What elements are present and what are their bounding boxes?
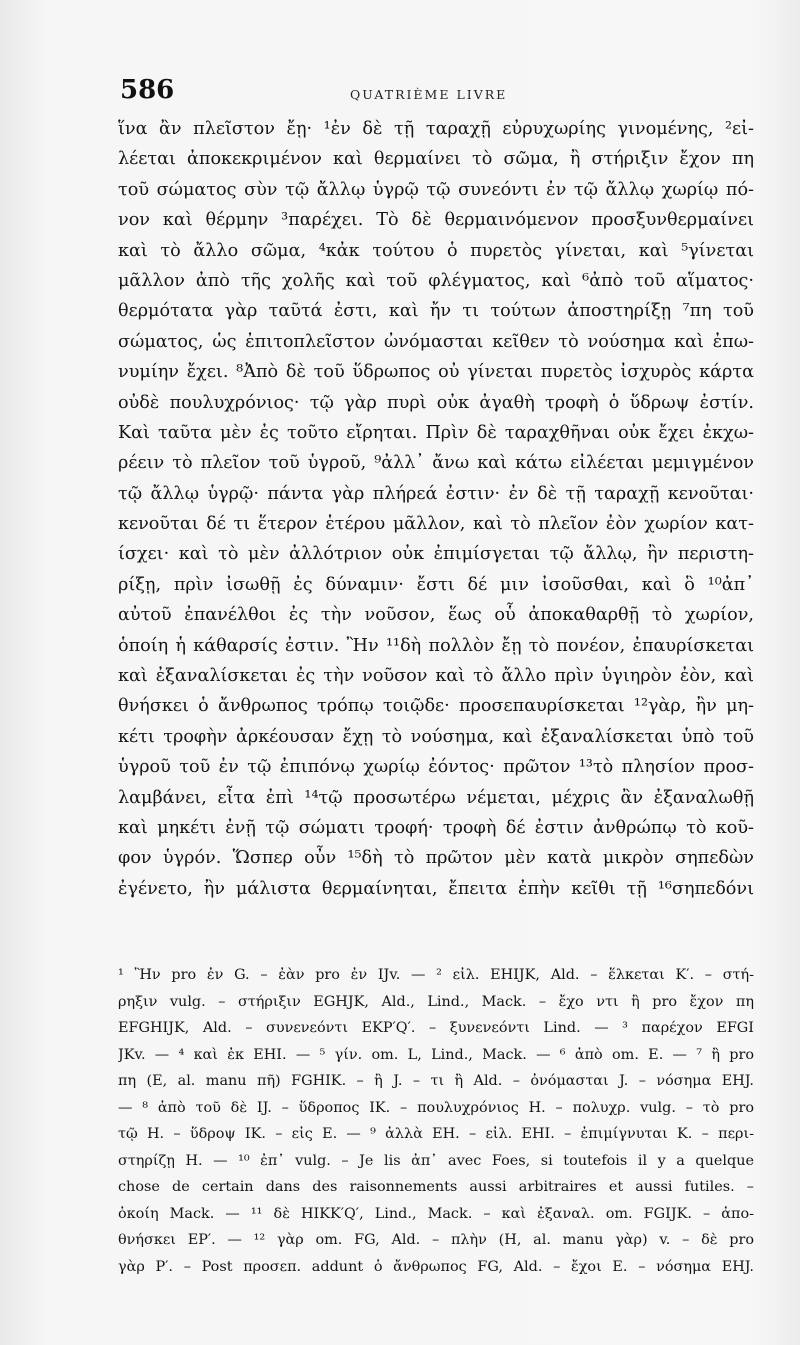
text-line: νον καὶ θέρμην ³παρέχει. Τὸ δὲ θερμαινόμενον προσξυνθερμαίνει — [118, 210, 754, 231]
footnote-line: chose de certain dans des raisonnements aussi arbitraires et aussi futiles. – — [118, 1179, 754, 1195]
running-head: QUATRIÈME LIVRE — [350, 87, 508, 102]
text-line: ρέειν τὸ πλεῖον τοῦ ὑγροῦ, ⁹ἀλλ᾽ ἄνω καὶ κάτω εἰλέεται μεμιγμένον — [118, 453, 754, 474]
text-line: θερμότατα γὰρ ταῦτά ἐστι, καὶ ἤν τι τούτων ἀποστηρίξῃ ⁷πη τοῦ — [118, 301, 754, 322]
page-header — [120, 75, 750, 111]
text-line: φον ὑγρόν. Ὥσπερ οὖν ¹⁵δὴ τὸ πρῶτον μὲν κατὰ μικρὸν σηπεδὼν — [118, 848, 754, 869]
text-line: θνήσκει ὁ ἄνθρωπος τρόπῳ τοιῷδε· προσεπαυρίσκεται ¹²γὰρ, ἢν μη- — [118, 696, 754, 717]
text-line: μᾶλλον ἀπὸ τῆς χολῆς καὶ τοῦ φλέγματος, καὶ ⁶ἀπὸ τοῦ αἵματος· — [118, 270, 754, 291]
text-line: ίσχει· καὶ τὸ μὲν ἀλλότριον οὐκ ἐπιμίσγεται τῷ ἄλλῳ, ἢν περιστη- — [118, 544, 754, 565]
text-line: καὶ ἐξαναλίσκεται ἐς τὴν νοῦσον καὶ τὸ ἄλλο πρὶν ὑγιηρὸν ἐὸν, καὶ — [118, 666, 754, 687]
text-line: οὐδὲ πουλυχρόνιος· τῷ γὰρ πυρὶ οὐκ ἀγαθὴ τροφὴ ὁ ὕδρωψ ἐστίν. — [118, 392, 754, 413]
footnote-line: JKv. — ⁴ καὶ ἐκ EHI. — ⁵ γίν. om. L, Lind., Mack. — ⁶ ἀπὸ om. E. — ⁷ ἢ pro — [118, 1046, 754, 1063]
footnote-line: ρηξιν vulg. – στήριξιν EGHJK, Ald., Lind., Mack. – ἔχο ντι ἢ pro ἔχον πη — [118, 993, 754, 1010]
text-line: ὑγροῦ τοῦ ἐν τῷ ἐπιπόνῳ χωρίῳ ἐόντος· πρῶτον ¹³τὸ πλησίον προσ- — [118, 757, 754, 778]
text-line: ρίξῃ, πρὶν ἰσωθῇ ἐς δύναμιν· ἔστι δέ μιν ἰσοῦσθαι, καὶ ὃ ¹⁰ἀπ᾽ — [118, 574, 754, 595]
footnotes — [118, 962, 754, 1280]
footnote-line: στηρίζῃ H. — ¹⁰ ἐπ᾽ vulg. – Je lis ἀπ᾽ avec Foes, si toutefois il y a quelque — [118, 1152, 754, 1169]
text-line: νυμίην ἔχει. ⁸Ἀπὸ δὲ τοῦ ὕδρωπος οὐ γίνεται πυρετὸς ἰσχυρὸς κάρτα — [118, 362, 754, 383]
text-line: τοῦ σώματος σὺν τῷ ἄλλῳ ὑγρῷ τῷ συνεόντι ἐν τῷ ἄλλῳ χωρίῳ πό- — [118, 179, 754, 200]
text-line: κέτι τροφὴν ἀρκέουσαν ἔχῃ τὸ νούσημα, καὶ ἐξαναλίσκεται ὑπὸ τοῦ — [118, 726, 754, 747]
footnote-line: EFGHIJK, Ald. – συνενεόντι EKP′Q′. – ξυνενεόντι Lind. — ³ παρέχον EFGI — [118, 1020, 754, 1036]
text-line: τῷ ἄλλῳ ὑγρῷ· πάντα γὰρ πλήρεά ἐστιν· ἐν δὲ τῇ ταραχῇ κενοῦται· — [118, 483, 754, 504]
text-line: Καὶ ταῦτα μὲν ἐς τοῦτο εἴρηται. Πρὶν δὲ ταραχθῆναι οὐκ ἔχει ἐκχω- — [118, 422, 754, 443]
footnote-line: ¹ Ἢν pro ἐν G. – ἐὰν pro ἐν IJv. — ² εἰλ. EHIJK, Ald. – ἕλκεται K′. – στή- — [118, 967, 754, 983]
footnote-line: θνήσκει EP′. — ¹² γὰρ om. FG, Ald. – πλὴν (H, al. manu γὰρ) v. – δὲ pro — [118, 1232, 754, 1248]
text-line: σώματος, ὡς ἐπιτοπλεῖστον ὠνόμασται κεῖθεν τὸ νούσημα καὶ ἐπω- — [118, 331, 754, 352]
footnote-line: τῷ H. – ὕδροψ IK. – εἰς E. — ⁹ ἀλλὰ EH. – εἰλ. EHI. – ἐπιμίγνυται K. – περι- — [118, 1126, 754, 1142]
footnote-line: ὁκοίη Mack. — ¹¹ δὲ HIKK′Q′, Lind., Mack. – καὶ ἐξαναλ. om. FGIJK. – ἀπο- — [118, 1205, 754, 1222]
text-line: καὶ μηκέτι ἐνῇ τῷ σώματι τροφή· τροφὴ δέ ἐστιν ἀνθρώπῳ τὸ κοῦ- — [118, 817, 754, 838]
page-number: 586 — [120, 75, 175, 105]
text-line: ἵνα ἂν πλεῖστον ἔῃ· ¹ἐν δὲ τῇ ταραχῇ εὐρυχωρίης γινομένης, ²εἰ- — [118, 119, 754, 139]
footnote-line: γὰρ P′. – Post προσεπ. addunt ὁ ἄνθρωπος FG, Ald. – ἔχοι E. – νόσημα EHJ. — [118, 1258, 754, 1275]
main-text — [118, 114, 754, 904]
text-line: ἐγένετο, ἢν μάλιστα θερμαίνηται, ἔπειτα ἐπὴν κεῖθι τῇ ¹⁶σηπεδόνι — [118, 878, 754, 899]
text-line: κενοῦται δέ τι ἕτερον ἑτέρου μᾶλλον, καὶ τὸ πλεῖον ἐὸν χωρίον κατ- — [118, 514, 754, 535]
text-line: αὐτοῦ ἐπανέλθοι ἐς τὴν νοῦσον, ἕως οὗ ἀποκαθαρθῇ τὸ χωρίον, — [118, 605, 754, 626]
text-line: λαμβάνει, εἶτα ἐπὶ ¹⁴τῷ προσωτέρω νέμεται, μέχρις ἂν ἐξαναλωθῇ — [118, 787, 754, 808]
text-line: ὁποίη ἡ κάθαρσίς ἐστιν. Ἢν ¹¹δὴ πολλὸν ἔῃ τὸ πονέον, ἐπαυρίσκεται — [118, 635, 754, 656]
text-line: καὶ τὸ ἄλλο σῶμα, ⁴κἀκ τούτου ὁ πυρετὸς γίνεται, καὶ ⁵γίνεται — [118, 240, 754, 261]
text-line: λέεται ἀποκεκριμένον καὶ θερμαίνει τὸ σῶμα, ἢ στήριξιν ἔχον πη — [118, 149, 754, 170]
footnote-line: — ⁸ ἀπὸ τοῦ δὲ IJ. – ὕδροπος IK. – πουλυχρόνιος H. – πολυχρ. vulg. – τὸ pro — [118, 1099, 754, 1116]
footnote-line: πη (E, al. manu πῆ) FGHIK. – ἢ J. – τι ἢ Ald. – ὀνόμασται J. – νόσημα EHJ. — [118, 1073, 754, 1089]
